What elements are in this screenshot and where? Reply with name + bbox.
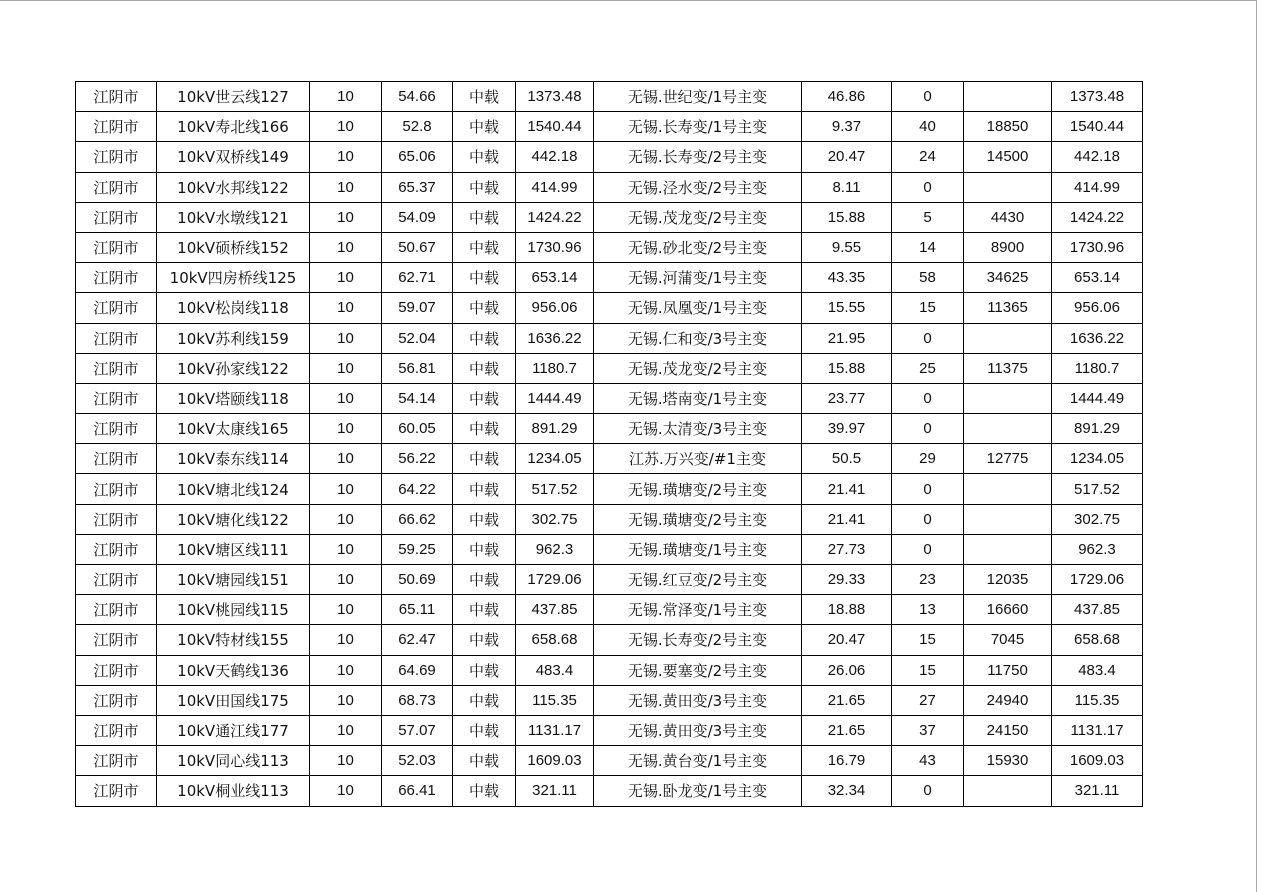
substation-cell: 无锡.凤凰变/1号主变 xyxy=(594,293,802,323)
load-rate-cell: 56.22 xyxy=(382,444,453,474)
table-row xyxy=(76,323,1143,353)
total-cell: 1180.7 xyxy=(1052,353,1143,383)
total-cell: 962.3 xyxy=(1052,534,1143,564)
transformer-load-cell: 26.06 xyxy=(802,655,892,685)
capacity-cell: 11375 xyxy=(964,353,1052,383)
substation-cell: 无锡.黄台变/1号主变 xyxy=(594,746,802,776)
voltage-cell: 10 xyxy=(310,293,382,323)
transformer-load-cell: 15.55 xyxy=(802,293,892,323)
voltage-cell: 10 xyxy=(310,172,382,202)
table-row xyxy=(76,112,1143,142)
city-cell: 江阴市 xyxy=(76,172,157,202)
city-cell: 江阴市 xyxy=(76,414,157,444)
substation-cell: 无锡.红豆变/2号主变 xyxy=(594,565,802,595)
total-cell: 956.06 xyxy=(1052,293,1143,323)
voltage-cell: 10 xyxy=(310,263,382,293)
transformer-load-cell: 15.88 xyxy=(802,202,892,232)
transformer-load-cell: 21.41 xyxy=(802,474,892,504)
line-name-cell: 10kV塘区线111 xyxy=(157,534,310,564)
voltage-cell: 10 xyxy=(310,232,382,262)
capacity-cell: 16660 xyxy=(964,595,1052,625)
city-cell: 江阴市 xyxy=(76,685,157,715)
count-cell: 58 xyxy=(892,263,964,293)
length-cell: 414.99 xyxy=(516,172,594,202)
table-row xyxy=(76,685,1143,715)
line-name-cell: 10kV水墩线121 xyxy=(157,202,310,232)
load-level-cell: 中载 xyxy=(453,504,516,534)
city-cell: 江阴市 xyxy=(76,534,157,564)
total-cell: 483.4 xyxy=(1052,655,1143,685)
line-name-cell: 10kV泰东线114 xyxy=(157,444,310,474)
city-cell: 江阴市 xyxy=(76,353,157,383)
city-cell: 江阴市 xyxy=(76,293,157,323)
substation-cell: 无锡.太清变/3号主变 xyxy=(594,414,802,444)
transformer-load-cell: 9.55 xyxy=(802,232,892,262)
count-cell: 29 xyxy=(892,444,964,474)
total-cell: 1729.06 xyxy=(1052,565,1143,595)
capacity-cell xyxy=(964,383,1052,413)
total-cell: 1540.44 xyxy=(1052,112,1143,142)
substation-cell: 无锡.璜塘变/1号主变 xyxy=(594,534,802,564)
transformer-load-cell: 46.86 xyxy=(802,82,892,112)
substation-cell: 无锡.长寿变/1号主变 xyxy=(594,112,802,142)
voltage-cell: 10 xyxy=(310,565,382,595)
capacity-cell: 8900 xyxy=(964,232,1052,262)
table-row xyxy=(76,172,1143,202)
count-cell: 0 xyxy=(892,383,964,413)
length-cell: 1131.17 xyxy=(516,715,594,745)
load-rate-cell: 66.62 xyxy=(382,504,453,534)
load-rate-cell: 64.69 xyxy=(382,655,453,685)
transformer-load-cell: 39.97 xyxy=(802,414,892,444)
length-cell: 891.29 xyxy=(516,414,594,444)
load-rate-cell: 65.37 xyxy=(382,172,453,202)
count-cell: 14 xyxy=(892,232,964,262)
substation-cell: 无锡.要塞变/2号主变 xyxy=(594,655,802,685)
count-cell: 0 xyxy=(892,82,964,112)
table-row xyxy=(76,565,1143,595)
voltage-cell: 10 xyxy=(310,504,382,534)
load-level-cell: 中载 xyxy=(453,232,516,262)
voltage-cell: 10 xyxy=(310,142,382,172)
length-cell: 1234.05 xyxy=(516,444,594,474)
table-row xyxy=(76,263,1143,293)
city-cell: 江阴市 xyxy=(76,746,157,776)
total-cell: 1424.22 xyxy=(1052,202,1143,232)
capacity-cell: 12035 xyxy=(964,565,1052,595)
load-rate-cell: 59.07 xyxy=(382,293,453,323)
capacity-cell xyxy=(964,776,1052,806)
substation-cell: 无锡.塔南变/1号主变 xyxy=(594,383,802,413)
city-cell: 江阴市 xyxy=(76,142,157,172)
load-rate-cell: 50.67 xyxy=(382,232,453,262)
count-cell: 23 xyxy=(892,565,964,595)
load-level-cell: 中载 xyxy=(453,293,516,323)
transformer-load-cell: 8.11 xyxy=(802,172,892,202)
count-cell: 15 xyxy=(892,655,964,685)
count-cell: 0 xyxy=(892,172,964,202)
transformer-load-cell: 23.77 xyxy=(802,383,892,413)
line-name-cell: 10kV松岗线118 xyxy=(157,293,310,323)
capacity-cell xyxy=(964,474,1052,504)
load-level-cell: 中载 xyxy=(453,565,516,595)
transformer-load-cell: 21.65 xyxy=(802,685,892,715)
voltage-cell: 10 xyxy=(310,414,382,444)
transformer-load-cell: 43.35 xyxy=(802,263,892,293)
substation-cell: 无锡.河蒲变/1号主变 xyxy=(594,263,802,293)
transformer-load-cell: 50.5 xyxy=(802,444,892,474)
total-cell: 1636.22 xyxy=(1052,323,1143,353)
transformer-load-cell: 29.33 xyxy=(802,565,892,595)
capacity-cell xyxy=(964,172,1052,202)
load-level-cell: 中载 xyxy=(453,172,516,202)
load-level-cell: 中载 xyxy=(453,534,516,564)
capacity-cell: 12775 xyxy=(964,444,1052,474)
line-name-cell: 10kV双桥线149 xyxy=(157,142,310,172)
load-level-cell: 中载 xyxy=(453,263,516,293)
load-rate-cell: 68.73 xyxy=(382,685,453,715)
substation-cell: 无锡.常泽变/1号主变 xyxy=(594,595,802,625)
capacity-cell: 15930 xyxy=(964,746,1052,776)
city-cell: 江阴市 xyxy=(76,625,157,655)
substation-cell: 无锡.璜塘变/2号主变 xyxy=(594,504,802,534)
line-name-cell: 10kV水邦线122 xyxy=(157,172,310,202)
length-cell: 302.75 xyxy=(516,504,594,534)
length-cell: 1609.03 xyxy=(516,746,594,776)
total-cell: 653.14 xyxy=(1052,263,1143,293)
load-rate-cell: 66.41 xyxy=(382,776,453,806)
line-name-cell: 10kV通江线177 xyxy=(157,715,310,745)
voltage-cell: 10 xyxy=(310,383,382,413)
load-rate-cell: 57.07 xyxy=(382,715,453,745)
length-cell: 1636.22 xyxy=(516,323,594,353)
total-cell: 1444.49 xyxy=(1052,383,1143,413)
length-cell: 653.14 xyxy=(516,263,594,293)
load-level-cell: 中载 xyxy=(453,655,516,685)
total-cell: 302.75 xyxy=(1052,504,1143,534)
load-rate-cell: 50.69 xyxy=(382,565,453,595)
transformer-load-cell: 27.73 xyxy=(802,534,892,564)
line-name-cell: 10kV田国线175 xyxy=(157,685,310,715)
table-row xyxy=(76,746,1143,776)
transformer-load-cell: 21.65 xyxy=(802,715,892,745)
substation-cell: 无锡.茂龙变/2号主变 xyxy=(594,202,802,232)
count-cell: 0 xyxy=(892,504,964,534)
line-name-cell: 10kV特材线155 xyxy=(157,625,310,655)
load-rate-cell: 65.11 xyxy=(382,595,453,625)
load-level-cell: 中载 xyxy=(453,414,516,444)
total-cell: 1730.96 xyxy=(1052,232,1143,262)
substation-cell: 无锡.泾水变/2号主变 xyxy=(594,172,802,202)
load-level-cell: 中载 xyxy=(453,202,516,232)
total-cell: 115.35 xyxy=(1052,685,1143,715)
line-name-cell: 10kV天鹤线136 xyxy=(157,655,310,685)
table-row xyxy=(76,414,1143,444)
total-cell: 1609.03 xyxy=(1052,746,1143,776)
city-cell: 江阴市 xyxy=(76,655,157,685)
city-cell: 江阴市 xyxy=(76,263,157,293)
load-level-cell: 中载 xyxy=(453,715,516,745)
length-cell: 956.06 xyxy=(516,293,594,323)
total-cell: 1373.48 xyxy=(1052,82,1143,112)
capacity-cell: 11750 xyxy=(964,655,1052,685)
count-cell: 0 xyxy=(892,323,964,353)
table-row xyxy=(76,142,1143,172)
substation-cell: 无锡.茂龙变/2号主变 xyxy=(594,353,802,383)
city-cell: 江阴市 xyxy=(76,474,157,504)
line-name-cell: 10kV桃园线115 xyxy=(157,595,310,625)
length-cell: 517.52 xyxy=(516,474,594,504)
capacity-cell xyxy=(964,504,1052,534)
table-row xyxy=(76,444,1143,474)
capacity-cell: 4430 xyxy=(964,202,1052,232)
line-name-cell: 10kV孙家线122 xyxy=(157,353,310,383)
line-name-cell: 10kV塔颐线118 xyxy=(157,383,310,413)
voltage-cell: 10 xyxy=(310,595,382,625)
voltage-cell: 10 xyxy=(310,625,382,655)
length-cell: 1444.49 xyxy=(516,383,594,413)
line-name-cell: 10kV塘北线124 xyxy=(157,474,310,504)
line-name-cell: 10kV寿北线166 xyxy=(157,112,310,142)
line-name-cell: 10kV苏利线159 xyxy=(157,323,310,353)
table-row xyxy=(76,504,1143,534)
table-row xyxy=(76,625,1143,655)
load-level-cell: 中载 xyxy=(453,383,516,413)
table-row xyxy=(76,293,1143,323)
load-level-cell: 中载 xyxy=(453,625,516,655)
city-cell: 江阴市 xyxy=(76,82,157,112)
total-cell: 321.11 xyxy=(1052,776,1143,806)
city-cell: 江阴市 xyxy=(76,565,157,595)
line-name-cell: 10kV塘园线151 xyxy=(157,565,310,595)
substation-cell: 无锡.长寿变/2号主变 xyxy=(594,625,802,655)
count-cell: 0 xyxy=(892,776,964,806)
count-cell: 24 xyxy=(892,142,964,172)
table-row xyxy=(76,715,1143,745)
voltage-cell: 10 xyxy=(310,202,382,232)
length-cell: 321.11 xyxy=(516,776,594,806)
count-cell: 40 xyxy=(892,112,964,142)
voltage-cell: 10 xyxy=(310,715,382,745)
substation-cell: 无锡.黄田变/3号主变 xyxy=(594,715,802,745)
transformer-load-cell: 20.47 xyxy=(802,142,892,172)
capacity-cell xyxy=(964,82,1052,112)
length-cell: 1424.22 xyxy=(516,202,594,232)
table-row xyxy=(76,474,1143,504)
capacity-cell: 11365 xyxy=(964,293,1052,323)
voltage-cell: 10 xyxy=(310,112,382,142)
table-row xyxy=(76,534,1143,564)
city-cell: 江阴市 xyxy=(76,776,157,806)
load-level-cell: 中载 xyxy=(453,82,516,112)
city-cell: 江阴市 xyxy=(76,112,157,142)
voltage-cell: 10 xyxy=(310,82,382,112)
capacity-cell xyxy=(964,534,1052,564)
table-row xyxy=(76,655,1143,685)
table-row xyxy=(76,595,1143,625)
substation-cell: 无锡.璜塘变/2号主变 xyxy=(594,474,802,504)
total-cell: 891.29 xyxy=(1052,414,1143,444)
transformer-load-cell: 20.47 xyxy=(802,625,892,655)
capacity-cell: 7045 xyxy=(964,625,1052,655)
length-cell: 1540.44 xyxy=(516,112,594,142)
load-rate-cell: 52.8 xyxy=(382,112,453,142)
load-rate-cell: 56.81 xyxy=(382,353,453,383)
load-level-cell: 中载 xyxy=(453,474,516,504)
city-cell: 江阴市 xyxy=(76,202,157,232)
line-name-cell: 10kV塘化线122 xyxy=(157,504,310,534)
load-level-cell: 中载 xyxy=(453,112,516,142)
total-cell: 442.18 xyxy=(1052,142,1143,172)
load-level-cell: 中载 xyxy=(453,746,516,776)
total-cell: 1131.17 xyxy=(1052,715,1143,745)
length-cell: 115.35 xyxy=(516,685,594,715)
table-row xyxy=(76,82,1143,112)
feeder-load-table xyxy=(75,81,1143,807)
length-cell: 442.18 xyxy=(516,142,594,172)
city-cell: 江阴市 xyxy=(76,232,157,262)
load-rate-cell: 54.09 xyxy=(382,202,453,232)
voltage-cell: 10 xyxy=(310,323,382,353)
table-row xyxy=(76,202,1143,232)
load-rate-cell: 62.71 xyxy=(382,263,453,293)
capacity-cell: 18850 xyxy=(964,112,1052,142)
city-cell: 江阴市 xyxy=(76,323,157,353)
transformer-load-cell: 21.95 xyxy=(802,323,892,353)
substation-cell: 无锡.仁和变/3号主变 xyxy=(594,323,802,353)
line-name-cell: 10kV太康线165 xyxy=(157,414,310,444)
transformer-load-cell: 18.88 xyxy=(802,595,892,625)
load-rate-cell: 54.66 xyxy=(382,82,453,112)
count-cell: 5 xyxy=(892,202,964,232)
total-cell: 658.68 xyxy=(1052,625,1143,655)
total-cell: 414.99 xyxy=(1052,172,1143,202)
transformer-load-cell: 15.88 xyxy=(802,353,892,383)
capacity-cell: 24150 xyxy=(964,715,1052,745)
length-cell: 483.4 xyxy=(516,655,594,685)
load-rate-cell: 65.06 xyxy=(382,142,453,172)
total-cell: 517.52 xyxy=(1052,474,1143,504)
load-level-cell: 中载 xyxy=(453,444,516,474)
transformer-load-cell: 16.79 xyxy=(802,746,892,776)
substation-cell: 无锡.黄田变/3号主变 xyxy=(594,685,802,715)
capacity-cell: 24940 xyxy=(964,685,1052,715)
voltage-cell: 10 xyxy=(310,685,382,715)
load-level-cell: 中载 xyxy=(453,142,516,172)
total-cell: 1234.05 xyxy=(1052,444,1143,474)
voltage-cell: 10 xyxy=(310,534,382,564)
capacity-cell: 34625 xyxy=(964,263,1052,293)
substation-cell: 无锡.世纪变/1号主变 xyxy=(594,82,802,112)
table-row xyxy=(76,232,1143,262)
line-name-cell: 10kV桐业线113 xyxy=(157,776,310,806)
transformer-load-cell: 9.37 xyxy=(802,112,892,142)
count-cell: 15 xyxy=(892,293,964,323)
count-cell: 0 xyxy=(892,414,964,444)
length-cell: 1373.48 xyxy=(516,82,594,112)
capacity-cell xyxy=(964,414,1052,444)
line-name-cell: 10kV硕桥线152 xyxy=(157,232,310,262)
load-rate-cell: 64.22 xyxy=(382,474,453,504)
count-cell: 25 xyxy=(892,353,964,383)
count-cell: 27 xyxy=(892,685,964,715)
city-cell: 江阴市 xyxy=(76,715,157,745)
city-cell: 江阴市 xyxy=(76,504,157,534)
voltage-cell: 10 xyxy=(310,655,382,685)
substation-cell: 无锡.卧龙变/1号主变 xyxy=(594,776,802,806)
load-level-cell: 中载 xyxy=(453,323,516,353)
length-cell: 1729.06 xyxy=(516,565,594,595)
load-level-cell: 中载 xyxy=(453,595,516,625)
voltage-cell: 10 xyxy=(310,776,382,806)
count-cell: 43 xyxy=(892,746,964,776)
load-rate-cell: 60.05 xyxy=(382,414,453,444)
table-row xyxy=(76,776,1143,806)
load-rate-cell: 52.03 xyxy=(382,746,453,776)
length-cell: 1730.96 xyxy=(516,232,594,262)
load-rate-cell: 54.14 xyxy=(382,383,453,413)
transformer-load-cell: 32.34 xyxy=(802,776,892,806)
city-cell: 江阴市 xyxy=(76,595,157,625)
length-cell: 962.3 xyxy=(516,534,594,564)
table-row xyxy=(76,353,1143,383)
line-name-cell: 10kV世云线127 xyxy=(157,82,310,112)
load-rate-cell: 59.25 xyxy=(382,534,453,564)
length-cell: 1180.7 xyxy=(516,353,594,383)
capacity-cell xyxy=(964,323,1052,353)
voltage-cell: 10 xyxy=(310,444,382,474)
table-body xyxy=(76,82,1143,807)
city-cell: 江阴市 xyxy=(76,383,157,413)
substation-cell: 无锡.砂北变/2号主变 xyxy=(594,232,802,262)
transformer-load-cell: 21.41 xyxy=(802,504,892,534)
count-cell: 13 xyxy=(892,595,964,625)
capacity-cell: 14500 xyxy=(964,142,1052,172)
line-name-cell: 10kV四房桥线125 xyxy=(157,263,310,293)
length-cell: 658.68 xyxy=(516,625,594,655)
load-rate-cell: 62.47 xyxy=(382,625,453,655)
load-level-cell: 中载 xyxy=(453,353,516,383)
city-cell: 江阴市 xyxy=(76,444,157,474)
count-cell: 0 xyxy=(892,474,964,504)
voltage-cell: 10 xyxy=(310,746,382,776)
line-name-cell: 10kV同心线113 xyxy=(157,746,310,776)
table-row xyxy=(76,383,1143,413)
voltage-cell: 10 xyxy=(310,353,382,383)
count-cell: 37 xyxy=(892,715,964,745)
total-cell: 437.85 xyxy=(1052,595,1143,625)
substation-cell: 无锡.长寿变/2号主变 xyxy=(594,142,802,172)
substation-cell: 江苏.万兴变/#1主变 xyxy=(594,444,802,474)
load-level-cell: 中载 xyxy=(453,685,516,715)
count-cell: 15 xyxy=(892,625,964,655)
load-rate-cell: 52.04 xyxy=(382,323,453,353)
length-cell: 437.85 xyxy=(516,595,594,625)
count-cell: 0 xyxy=(892,534,964,564)
voltage-cell: 10 xyxy=(310,474,382,504)
load-level-cell: 中载 xyxy=(453,776,516,806)
